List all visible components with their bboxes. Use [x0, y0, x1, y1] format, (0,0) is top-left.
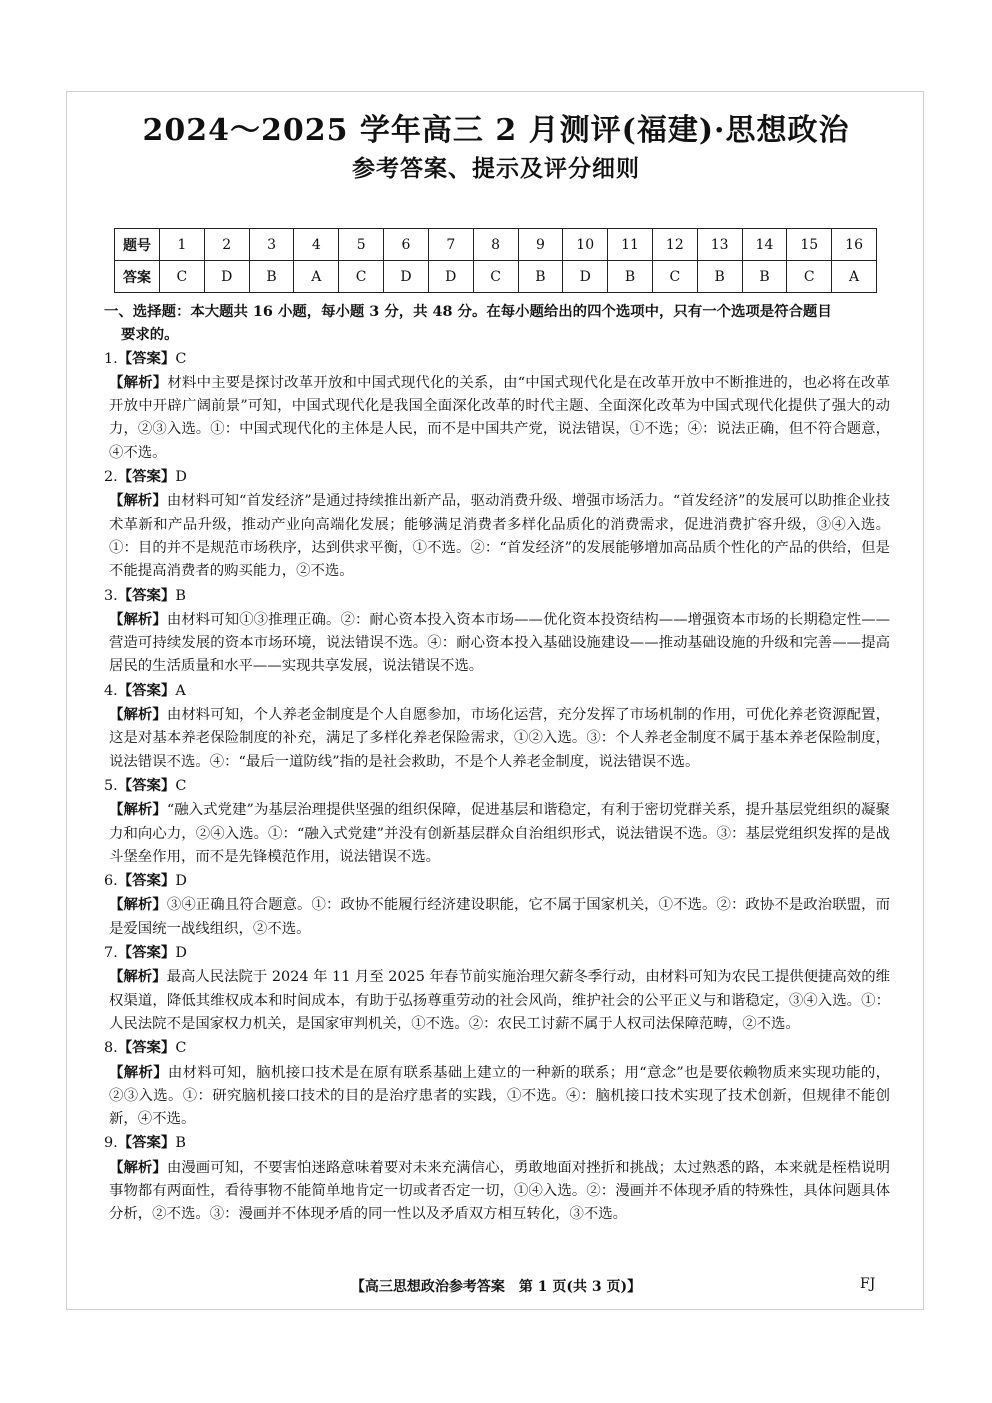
answer-tag: 【答案】 — [117, 586, 176, 604]
section-heading: 一、选择题：本大题共 16 小题，每小题 3 分，共 48 分。在每小题给出的四个选项中，只有一个选项是符合题目 — [104, 303, 832, 320]
analysis-paragraph — [104, 893, 890, 941]
analysis-paragraph — [104, 1156, 890, 1227]
question-item — [104, 1036, 890, 1131]
answer-letter: B — [175, 587, 186, 604]
table-cell: 9 — [518, 229, 563, 261]
table-cell: B — [742, 261, 787, 293]
answer-letter: B — [175, 1135, 186, 1152]
table-cell: 7 — [428, 229, 473, 261]
answer-letter: C — [175, 1040, 187, 1057]
analysis-tag: 【解析】 — [109, 706, 167, 724]
table-cell: A — [294, 261, 339, 293]
table-cell: C — [652, 261, 697, 293]
analysis-text: 材料中主要是探讨改革开放和中国式现代化的关系，由“中国式现代化是在改革开放中不断推进的，也必将在改革开放中开辟广阔前景”可知，中国式现代化是我国全面深化改革的时代主题、全面深化改革为中国式现代化提供了强大的动力，②③入选。①：中国式现代化的主体是人民，而不是中国共产党，说法错误，①不选；④：说法正确，但不符合题意，④不选。 — [109, 374, 890, 461]
analysis-paragraph — [104, 371, 890, 465]
analysis-text: 由材料可知①③推理正确。②：耐心资本投入资本市场——优化资本投资结构——增强资本市场的长期稳定性——营造可持续发展的资本市场环境，说法错误不选。④：耐心资本投入基础设施建设——推动基础设施的升级和完善——提高居民的生活质量和水平——实现共享发展，说法错误不选。 — [109, 611, 890, 675]
question-number: 1. — [104, 350, 118, 367]
question-item — [104, 584, 890, 679]
table-cell: 6 — [384, 229, 429, 261]
answer-line — [104, 1131, 890, 1155]
table-cell: 4 — [294, 229, 339, 261]
answer-line — [104, 869, 890, 893]
question-number: 8. — [104, 1040, 118, 1057]
table-cell: 2 — [204, 229, 249, 261]
question-number: 4. — [104, 682, 118, 699]
answer-line — [104, 679, 890, 703]
analysis-tag: 【解析】 — [109, 373, 168, 391]
answer-tag: 【答案】 — [117, 872, 176, 890]
table-cell: 1 — [160, 229, 205, 261]
analysis-text: 由漫画可知，不要害怕迷路意味着要对未来充满信心，勇敢地面对挫折和挑战；太过熟悉的路，本来就是桎梏说明事物都有两面性，看待事物不能简单地肯定一切或者否定一切，①④入选。②：漫画并不体现矛盾的特殊性，具体问题具体分析，②不选。③：漫画并不体现矛盾的同一性以及矛盾双方相互转化，③不选。 — [109, 1159, 890, 1223]
question-item — [104, 347, 890, 465]
question-number: 3. — [104, 587, 118, 604]
answer-tag: 【答案】 — [117, 944, 176, 962]
answer-letter: D — [175, 873, 187, 890]
page-title: 2024～2025 学年高三 2 月测评(福建)·思想政治 — [142, 113, 850, 148]
question-item — [104, 941, 890, 1036]
table-cell: D — [204, 261, 249, 293]
table-cell: B — [608, 261, 653, 293]
table-cell: B — [697, 261, 742, 293]
analysis-tag: 【解析】 — [109, 610, 167, 628]
analysis-tag: 【解析】 — [109, 492, 167, 510]
answer-letter: D — [175, 469, 187, 486]
analysis-paragraph — [104, 798, 890, 869]
analysis-paragraph — [104, 489, 890, 583]
answer-line — [104, 774, 890, 798]
answer-tag: 【答案】 — [117, 681, 176, 699]
question-item — [104, 679, 890, 774]
question-number: 2. — [104, 469, 118, 486]
answer-tag: 【答案】 — [117, 468, 176, 486]
table-cell: A — [832, 261, 877, 293]
analysis-text: “融入式党建”为基层治理提供坚强的组织保障，促进基层和谐稳定，有利于密切党群关系，提升基层党组织的凝聚力和向心力，②④入选。①：“融入式党建”并没有创新基层群众自治组织形式，说法错误不选。③：基层党组织发挥的是战斗堡垒作用，而不是先锋模范作用，说法错误不选。 — [109, 802, 890, 865]
table-cell: 14 — [742, 229, 787, 261]
table-cell: 15 — [787, 229, 832, 261]
analysis-tag: 【解析】 — [109, 1158, 167, 1176]
question-number: 9. — [104, 1135, 118, 1152]
analysis-text: 由材料可知，个人养老金制度是个人自愿参加，市场化运营，充分发挥了市场机制的作用，可优化养老资源配置，这是对基本养老保险制度的补充，满足了多样化养老保险需求，①②入选。③：个人养老金制度不属于基本养老保险制度，说法错误不选。④：“最后一道防线”指的是社会救助，不是个人养老金制度，说法错误不选。 — [109, 707, 890, 770]
answer-line — [104, 1036, 890, 1060]
question-item — [104, 774, 890, 869]
answer-content — [104, 300, 890, 1227]
answer-row — [115, 261, 877, 293]
table-cell: 8 — [473, 229, 518, 261]
analysis-paragraph — [104, 965, 890, 1036]
table-cell: 10 — [563, 229, 608, 261]
question-number-row — [115, 229, 877, 261]
answer-tag: 【答案】 — [117, 1039, 176, 1057]
region-code: FJ — [860, 1276, 876, 1292]
analysis-paragraph — [104, 703, 890, 774]
answer-line — [104, 465, 890, 489]
question-item — [104, 465, 890, 583]
answer-line — [104, 347, 890, 371]
analysis-tag: 【解析】 — [109, 801, 167, 819]
answer-line — [104, 584, 890, 608]
analysis-paragraph — [104, 1061, 890, 1132]
table-cell: 3 — [249, 229, 294, 261]
answer-tag: 【答案】 — [117, 1134, 176, 1152]
table-cell: D — [563, 261, 608, 293]
analysis-text: 最高人民法院于 2024 年 11 月至 2025 年春节前实施治理欠薪冬季行动，由材料可知为农民工提供便捷高效的维权渠道，降低其维权成本和时间成本，有助于弘扬尊重劳动的社会风尚，维护社会的公平正义与和谐稳定，③④入选。①：人民法院不是国家权力机关，是国家审判机关，①不选。②：农民工讨薪不属于人权司法保障范畴，②不选。 — [109, 969, 890, 1032]
table-cell: 5 — [339, 229, 384, 261]
question-item — [104, 869, 890, 941]
analysis-tag: 【解析】 — [109, 1063, 168, 1081]
analysis-paragraph — [104, 608, 890, 679]
answer-line — [104, 941, 890, 965]
page-subtitle: 参考答案、提示及评分细则 — [352, 155, 640, 182]
analysis-text: ③④正确且符合题意。①：政协不能履行经济建设职能，它不属于国家机关，①不选。②：政协不是政治联盟，而是爱国统一战线组织，②不选。 — [109, 897, 890, 937]
question-number: 7. — [104, 945, 118, 962]
analysis-tag: 【解析】 — [109, 896, 167, 914]
table-cell: 12 — [652, 229, 697, 261]
answer-letter: D — [175, 945, 187, 962]
table-cell: C — [339, 261, 384, 293]
answer-letter: A — [175, 682, 186, 699]
analysis-tag: 【解析】 — [109, 968, 167, 986]
answer-table — [114, 228, 877, 293]
question-number: 6. — [104, 873, 118, 890]
row-label: 答案 — [115, 261, 160, 293]
table-cell: C — [787, 261, 832, 293]
question-item — [104, 1131, 890, 1226]
table-cell: B — [249, 261, 294, 293]
table-cell: 11 — [608, 229, 653, 261]
table-cell: B — [518, 261, 563, 293]
answer-tag: 【答案】 — [117, 776, 176, 794]
question-list — [104, 347, 890, 1227]
section-heading-continued: 要求的。 — [121, 326, 179, 344]
analysis-text: 由材料可知“首发经济”是通过持续推出新产品，驱动消费升级、增强市场活力。“首发经济”的发展可以助推企业技术革新和产品升级，推动产业向高端化发展；能够满足消费者多样化品质化的消费需求，促进消费扩容升级，③④入选。①：目的并不是规范市场秩序，达到供求平衡，①不选。②：“首发经济”的发展能够增加高品质个性化的产品的供给，但是不能提高消费者的购买能力，②不选。 — [109, 493, 890, 580]
table-cell: C — [473, 261, 518, 293]
table-cell: D — [428, 261, 473, 293]
question-number: 5. — [104, 777, 118, 794]
row-label: 题号 — [115, 229, 160, 261]
page-footer: 【高三思想政治参考答案 第 1 页(共 3 页)】 — [350, 1279, 642, 1295]
answer-letter: C — [175, 777, 187, 794]
answer-letter: C — [175, 350, 187, 367]
table-cell: C — [160, 261, 205, 293]
answer-tag: 【答案】 — [117, 349, 176, 367]
table-cell: D — [384, 261, 429, 293]
table-cell: 13 — [697, 229, 742, 261]
analysis-text: 由材料可知，脑机接口技术是在原有联系基础上建立的一种新的联系；用“意念”也是要依赖物质来实现功能的，②③入选。①：研究脑机接口技术的目的是治疗患者的实践，①不选。④：脑机接口技术实现了技术创新，但规律不能创新，④不选。 — [109, 1064, 890, 1128]
table-cell: 16 — [832, 229, 877, 261]
